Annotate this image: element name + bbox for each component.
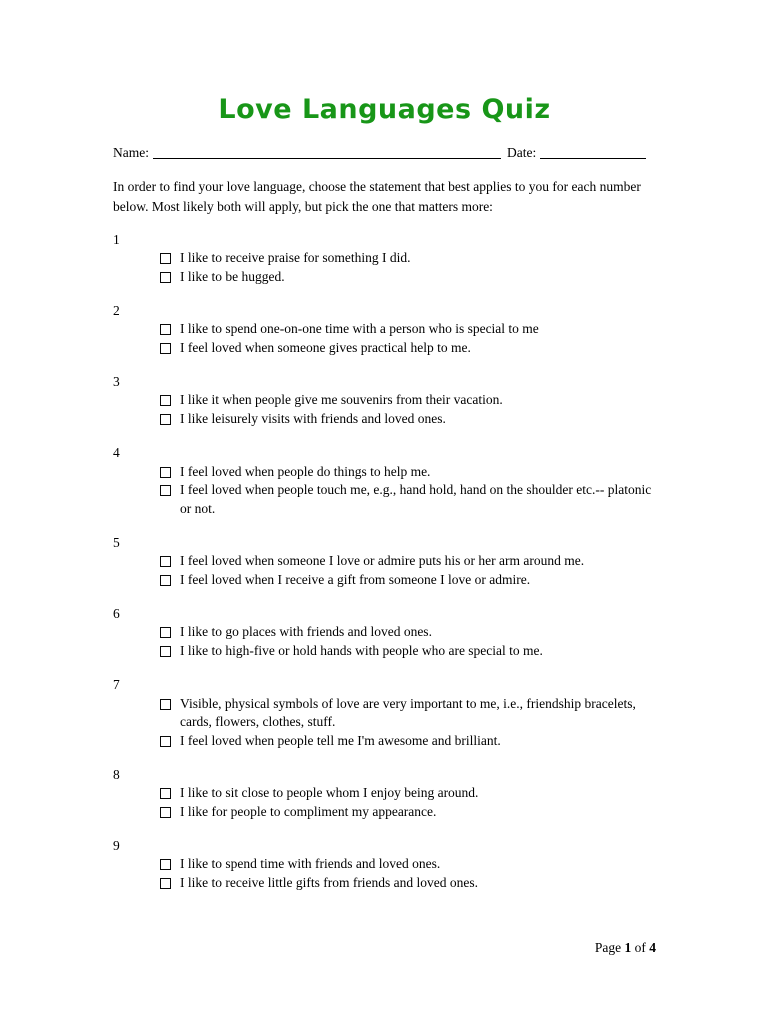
question-number: 8: [113, 766, 120, 782]
option-row[interactable]: [160, 623, 656, 642]
option-row[interactable]: [160, 732, 656, 751]
question-number: 7: [113, 676, 120, 692]
question-4: [113, 444, 656, 519]
question-number: 4: [113, 444, 120, 460]
option-label: I like to spend time with friends and loved ones.: [180, 856, 441, 872]
checkbox-icon[interactable]: [160, 343, 171, 354]
question-number: 5: [113, 534, 120, 550]
checkbox-icon[interactable]: [160, 272, 171, 283]
option-label: I like to go places with friends and loved ones.: [180, 624, 432, 640]
option-label: I feel loved when someone gives practical help to me.: [180, 340, 471, 356]
name-label: Name:: [113, 145, 149, 160]
option-row[interactable]: [160, 642, 656, 661]
page-number-footer: [595, 938, 656, 957]
option-row[interactable]: [160, 874, 656, 893]
option-label: I feel loved when people do things to help me.: [180, 463, 431, 479]
name-date-row: [113, 143, 656, 162]
footer-page-number: 1: [624, 940, 632, 955]
question-number: 1: [113, 231, 120, 247]
checkbox-icon[interactable]: [160, 878, 171, 889]
checkbox-icon[interactable]: [160, 807, 171, 818]
option-label: I like to receive little gifts from friends and loved ones.: [180, 875, 479, 891]
option-row[interactable]: [160, 855, 656, 874]
date-field[interactable]: [540, 146, 646, 159]
option-row[interactable]: [160, 320, 656, 339]
option-row[interactable]: [160, 552, 656, 571]
option-label: I like for people to compliment my appearance.: [180, 804, 437, 820]
checkbox-icon[interactable]: [160, 736, 171, 747]
option-row[interactable]: [160, 249, 656, 268]
checkbox-icon[interactable]: [160, 699, 171, 710]
footer-of-label: of: [634, 940, 646, 955]
option-label: I like to be hugged.: [180, 268, 285, 284]
option-label: I like to sit close to people whom I enjoy being around.: [180, 785, 479, 801]
question-3: [113, 373, 656, 429]
name-field[interactable]: [153, 146, 501, 159]
intro-text: In order to find your love language, choose the statement that best applies to you for each number below. Most likely both will apply, but pick the one that matters more:: [113, 179, 641, 214]
page-title: Love Languages Quiz: [218, 94, 551, 125]
option-label: Visible, physical symbols of love are very important to me, i.e., friendship bracelets, cards, flowers, clothes, stuff.: [180, 695, 636, 730]
checkbox-icon[interactable]: [160, 788, 171, 799]
question-number: 2: [113, 302, 120, 318]
checkbox-icon[interactable]: [160, 859, 171, 870]
option-label: I like to spend one-on-one time with a person who is special to me: [180, 321, 539, 337]
option-row[interactable]: [160, 695, 656, 732]
option-label: I feel loved when people touch me, e.g., hand hold, hand on the shoulder etc.-- platonic or not.: [180, 482, 652, 516]
option-label: I feel loved when I receive a gift from someone I love or admire.: [180, 572, 531, 588]
checkbox-icon[interactable]: [160, 646, 171, 657]
checkbox-icon[interactable]: [160, 627, 171, 638]
date-label: Date:: [507, 145, 537, 160]
option-row[interactable]: [160, 803, 656, 822]
option-label: I like leisurely visits with friends and loved ones.: [180, 411, 446, 427]
option-row[interactable]: [160, 391, 656, 410]
question-2: [113, 302, 656, 358]
checkbox-icon[interactable]: [160, 575, 171, 586]
question-number: 6: [113, 605, 120, 621]
question-7: [113, 676, 656, 751]
question-5: [113, 534, 656, 590]
checkbox-icon[interactable]: [160, 395, 171, 406]
checkbox-icon[interactable]: [160, 556, 171, 567]
option-label: I feel loved when people tell me I'm awesome and brilliant.: [180, 732, 501, 748]
question-8: [113, 766, 656, 822]
option-row[interactable]: [160, 571, 656, 590]
option-label: I feel loved when someone I love or admire puts his or her arm around me.: [180, 553, 585, 569]
option-row[interactable]: [160, 339, 656, 358]
checkbox-icon[interactable]: [160, 485, 171, 496]
question-9: [113, 837, 656, 893]
footer-page-label: Page: [594, 940, 622, 955]
question-number: 9: [113, 837, 120, 853]
option-row[interactable]: [160, 463, 656, 482]
question-1: [113, 231, 656, 287]
option-row[interactable]: [160, 268, 656, 287]
checkbox-icon[interactable]: [160, 467, 171, 478]
option-label: I like to high-five or hold hands with people who are special to me.: [180, 643, 543, 659]
option-row[interactable]: [160, 481, 656, 518]
option-label: I like it when people give me souvenirs from their vacation.: [180, 392, 503, 408]
question-list: [113, 231, 656, 893]
question-6: [113, 605, 656, 661]
checkbox-icon[interactable]: [160, 414, 171, 425]
checkbox-icon[interactable]: [160, 253, 171, 264]
option-row[interactable]: [160, 784, 656, 803]
footer-total-pages: 4: [649, 940, 656, 955]
checkbox-icon[interactable]: [160, 324, 171, 335]
option-row[interactable]: [160, 410, 656, 429]
option-label: I like to receive praise for something I did.: [180, 250, 411, 266]
question-number: 3: [113, 373, 120, 389]
